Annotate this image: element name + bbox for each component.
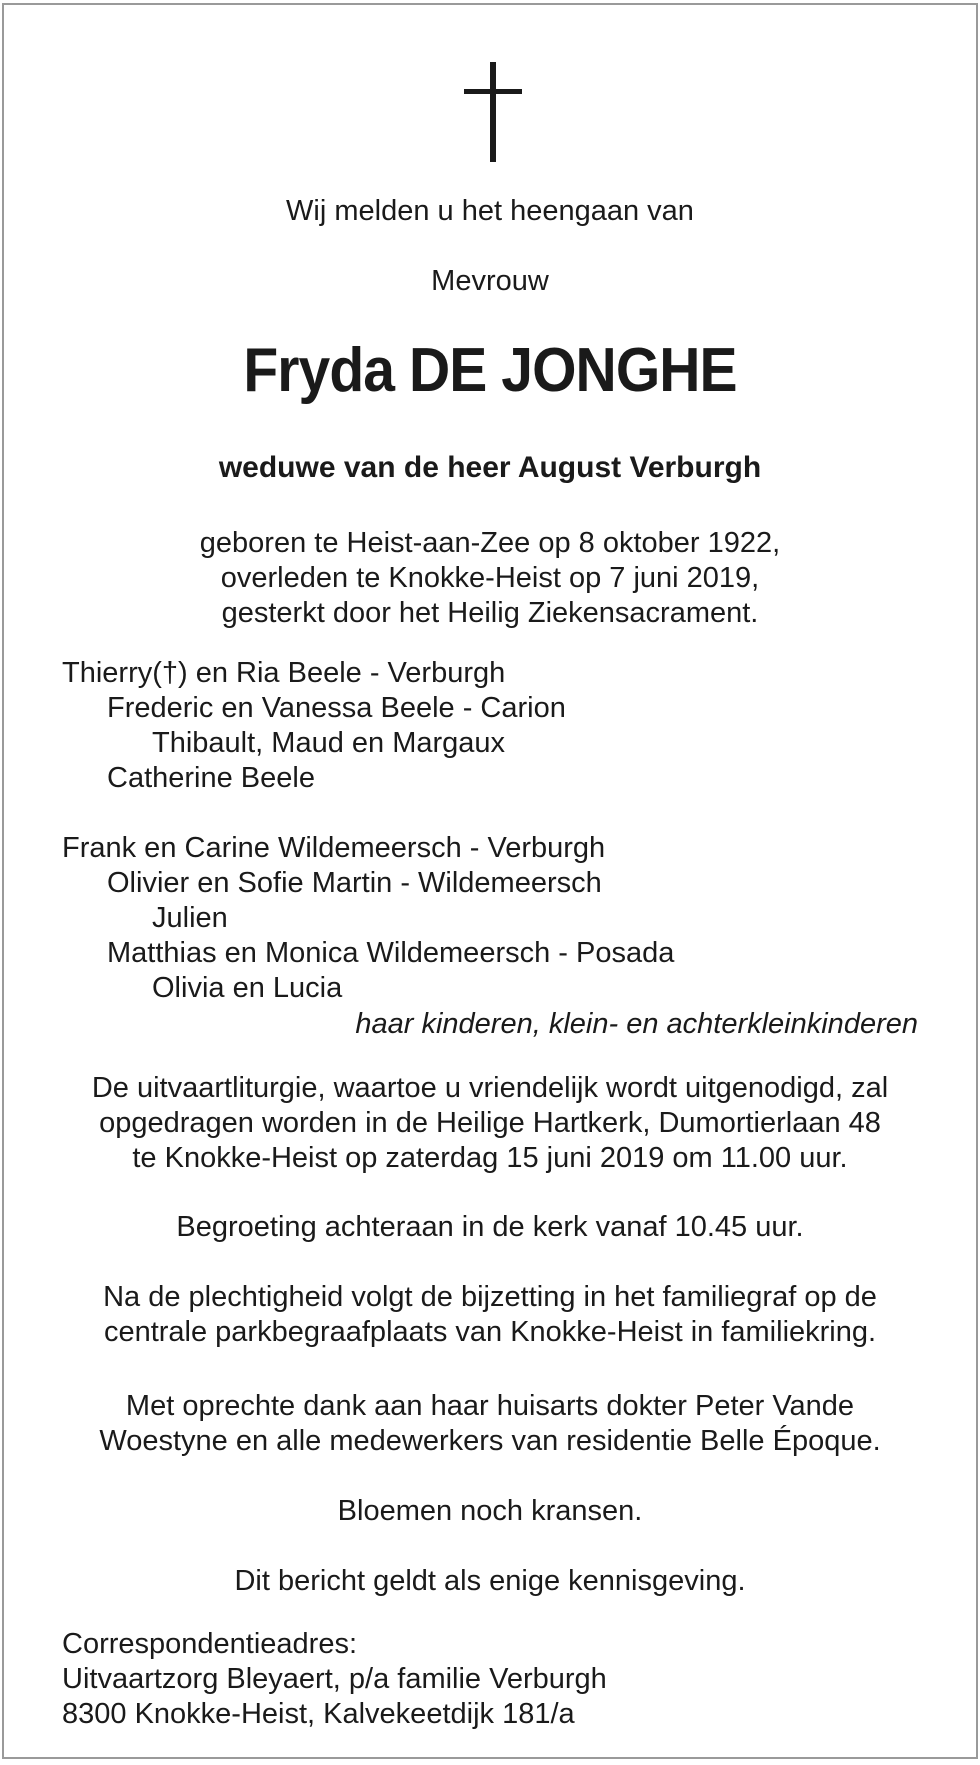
thanks-line: Met oprechte dank aan haar huisarts dokter Peter Vande xyxy=(125,1390,855,1422)
liturgy-line: De uitvaartliturgie, waartoe u vriendelijk wordt uitgenodigd, zal xyxy=(91,1072,889,1104)
address-line: 8300 Knokke-Heist, Kalvekeetdijk 181/a xyxy=(62,1698,575,1730)
liturgy-line: opgedragen worden in de Heilige Hartkerk, Dumortierlaan 48 xyxy=(99,1107,881,1139)
widow-of: weduwe van de heer August Verburgh xyxy=(218,451,762,484)
burial-line: centrale parkbegraafplaats van Knokke-Heist in familiekring. xyxy=(103,1316,877,1348)
family-line: Catherine Beele xyxy=(107,762,315,794)
deceased-name: Fryda DE JONGHE xyxy=(243,336,737,405)
thanks-line: Woestyne en alle medewerkers van residentie Belle Époque. xyxy=(99,1425,881,1457)
flowers-text: Bloemen noch kransen. xyxy=(337,1495,643,1527)
family-line: Frank en Carine Wildemeersch - Verburgh xyxy=(62,832,606,864)
family-group-1 xyxy=(62,656,922,796)
correspondence-address xyxy=(62,1627,607,1732)
address-line: Uitvaartzorg Bleyaert, p/a familie Verburgh xyxy=(62,1663,607,1695)
family-line: Matthias en Monica Wildemeersch - Posada xyxy=(107,937,675,969)
family-line: Thibault, Maud en Margaux xyxy=(152,727,506,759)
family-line: Olivia en Lucia xyxy=(152,972,343,1004)
birth-death-block xyxy=(4,526,976,631)
family-group-2 xyxy=(62,831,922,1006)
death-line: overleden te Knokke-Heist op 7 juni 2019, xyxy=(220,562,760,594)
cross-icon xyxy=(464,62,522,162)
liturgy-block xyxy=(4,1071,976,1176)
family-line: Julien xyxy=(152,902,228,934)
burial-line: Na de plechtigheid volgt de bijzetting in het familiegraf op de xyxy=(103,1281,877,1313)
death-notice xyxy=(2,3,978,1759)
family-line: Olivier en Sofie Martin - Wildemeersch xyxy=(107,867,602,899)
notice-only-text: Dit bericht geldt als enige kennisgeving. xyxy=(234,1565,746,1597)
sacrament-line: gesterkt door het Heilig Ziekensacrament. xyxy=(221,597,759,629)
address-label: Correspondentieadres: xyxy=(62,1628,358,1660)
greeting-text: Begroeting achteraan in de kerk vanaf 10.45 uur. xyxy=(176,1211,804,1243)
burial-block xyxy=(4,1280,976,1350)
intro-text: Wij melden u het heengaan van xyxy=(286,195,694,227)
salutation: Mevrouw xyxy=(431,265,549,297)
family-relation: haar kinderen, klein- en achterkleinkinderen xyxy=(355,1008,918,1040)
thanks-block xyxy=(4,1389,976,1459)
birth-line: geboren te Heist-aan-Zee op 8 oktober 1922, xyxy=(199,527,781,559)
family-line: Frederic en Vanessa Beele - Carion xyxy=(107,692,566,724)
liturgy-line: te Knokke-Heist op zaterdag 15 juni 2019 om 11.00 uur. xyxy=(132,1142,848,1174)
family-line: Thierry(†) en Ria Beele - Verburgh xyxy=(62,657,506,689)
